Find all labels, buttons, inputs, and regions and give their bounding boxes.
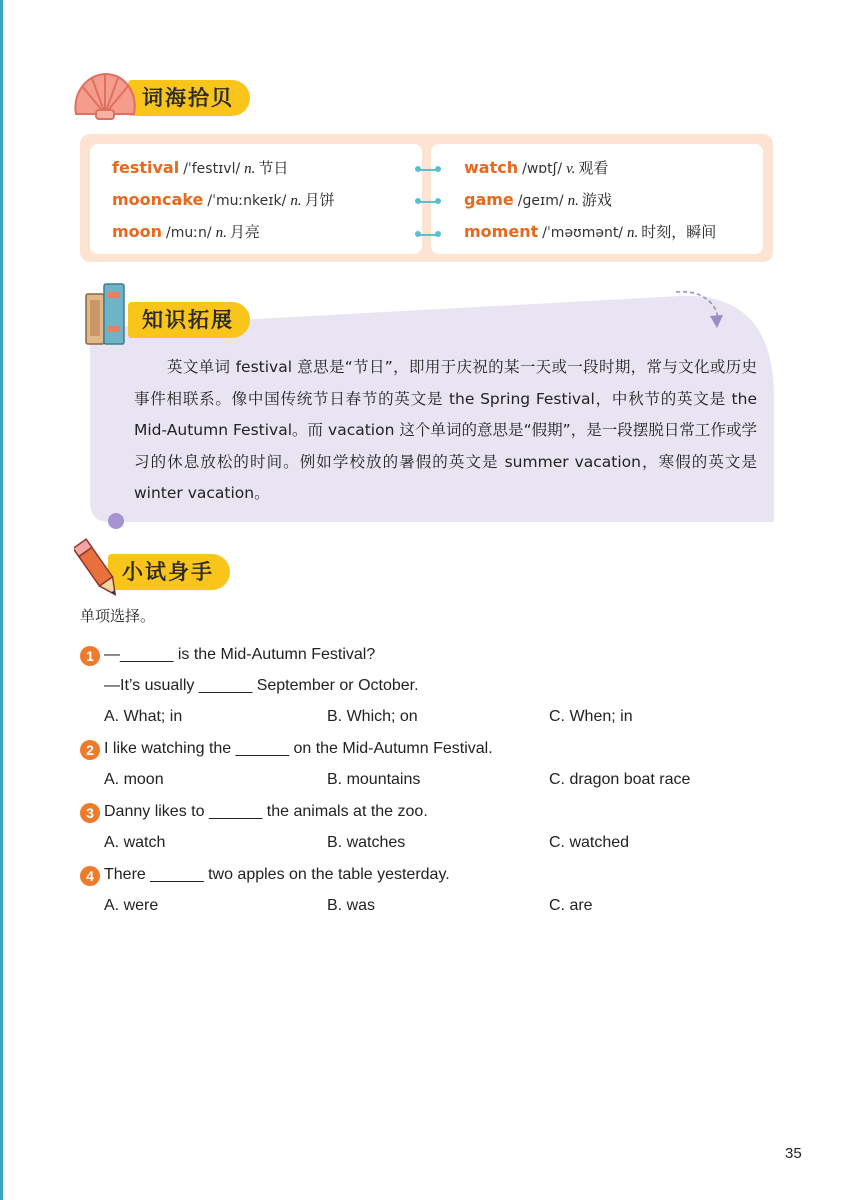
vocab-meaning: 游戏: [581, 191, 612, 209]
vocab-word: moon: [112, 222, 163, 241]
question-line: There ______ two apples on the table yesterday.: [104, 866, 450, 883]
vocab-word: festival: [112, 158, 180, 177]
vocab-word: mooncake: [112, 190, 204, 209]
question-number-badge: 2: [80, 740, 100, 760]
question-line: —It’s usually ______ September or October.: [104, 677, 419, 694]
vocab-meaning: 节日: [258, 159, 289, 177]
option-c[interactable]: C. are: [549, 897, 593, 914]
option-b[interactable]: B. Which; on: [327, 708, 418, 725]
vocab-phonetic: /ˈmuːnkeɪk/: [207, 193, 287, 209]
question-number-badge: 4: [80, 866, 100, 886]
vocab-meaning: 月亮: [229, 223, 260, 241]
option-a[interactable]: A. moon: [104, 771, 164, 788]
vocab-pos: n.: [567, 193, 579, 209]
practice-section-title: 小试身手: [108, 554, 230, 590]
vocab-phonetic: /ˈməʊmənt/: [542, 225, 624, 241]
option-a[interactable]: A. What; in: [104, 708, 183, 725]
vocab-word: moment: [464, 222, 539, 241]
vocab-pos: n.: [244, 161, 256, 177]
exercise-instruction: 单项选择。: [80, 607, 156, 625]
page-edge-stripe: [0, 0, 3, 1200]
option-b[interactable]: B. mountains: [327, 771, 421, 788]
vocab-section-header: [70, 74, 270, 118]
option-c[interactable]: C. When; in: [549, 708, 633, 725]
vocab-pos: n.: [290, 193, 302, 209]
knowledge-section-header: [84, 282, 284, 332]
option-c[interactable]: C. dragon boat race: [549, 771, 691, 788]
vocab-entry: [464, 220, 716, 245]
vocab-pos: n.: [627, 225, 639, 241]
vocab-entry: [464, 188, 612, 213]
page-number: 35: [785, 1145, 802, 1162]
question-line: Danny likes to ______ the animals at the zoo.: [104, 803, 428, 820]
option-a[interactable]: A. watch: [104, 834, 166, 851]
question-line: —______ is the Mid-Autumn Festival?: [104, 646, 376, 663]
vocab-meaning: 时刻，瞬间: [641, 223, 717, 241]
vocab-meaning: 月饼: [304, 191, 335, 209]
option-b[interactable]: B. was: [327, 897, 376, 914]
books-icon: [84, 282, 128, 346]
option-c[interactable]: C. watched: [549, 834, 630, 851]
vocab-pos: n.: [215, 225, 227, 241]
vocab-entry: [112, 188, 335, 213]
practice-section-header: [74, 538, 274, 582]
knowledge-section-title: 知识拓展: [128, 302, 250, 338]
option-b[interactable]: B. watches: [327, 834, 406, 851]
vocab-section-title: 词海拾贝: [128, 80, 250, 116]
card-connector: [417, 201, 439, 203]
question-number-badge: 3: [80, 803, 100, 823]
vocab-phonetic: /ɡeɪm/: [517, 193, 564, 209]
option-a[interactable]: A. were: [104, 897, 159, 914]
vocab-pos: v.: [566, 161, 576, 177]
vocab-entry: [112, 220, 260, 245]
vocab-word: watch: [464, 158, 519, 177]
vocab-word: game: [464, 190, 514, 209]
vocab-meaning: 观看: [578, 159, 609, 177]
question-line: I like watching the ______ on the Mid-Autumn Festival.: [104, 740, 493, 757]
vocab-entry: [464, 156, 608, 181]
seashell-icon: [70, 70, 140, 122]
card-connector: [417, 234, 439, 236]
card-connector: [417, 169, 439, 171]
pencil-icon: [74, 538, 122, 602]
knowledge-paragraph: 英文单词 festival 意思是“节日”，即用于庆祝的某一天或一段时期，常与文化或历史事件相联系。像中国传统节日春节的英文是 the Spring Festival，中秋节的英文是 the Mid-Autumn Festival。而 vacation 这个单词的意思是“假期”，是一段摆脱日常工作或学习的休息放松的时间。例如学校放的暑假的英文是 summer vacation，寒假的英文是 winter vacation。: [134, 358, 757, 502]
question-number-badge: 1: [80, 646, 100, 666]
vocab-phonetic: /wɒtʃ/: [522, 161, 563, 177]
vocab-phonetic: /ˈfestɪvl/: [183, 161, 241, 177]
vocab-entry: [112, 156, 288, 181]
vocab-phonetic: /muːn/: [166, 225, 212, 241]
